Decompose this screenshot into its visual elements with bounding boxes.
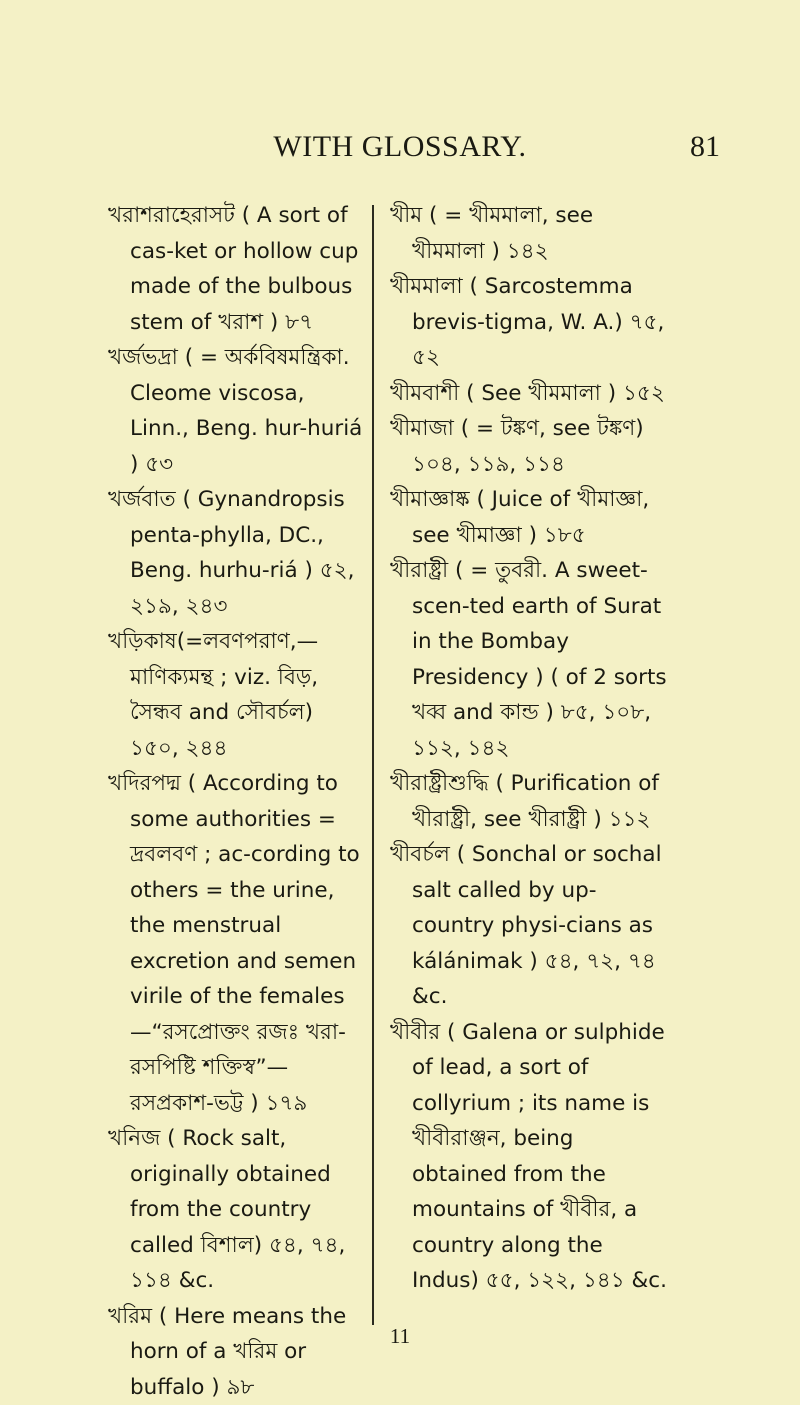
running-title: WITH GLOSSARY. — [0, 130, 800, 164]
glossary-entry: খর্জবাত ( Gynandropsis penta-phylla, DC., Beng. hurhu-riá ) ৫২, ২১৯, ২৪৩ — [108, 482, 364, 624]
glossary-entry: খরিম ( Here means the horn of a খরিম or buffalo ) ৯৮ — [108, 1299, 364, 1405]
glossary-entry: খীমাজা ( = টঙ্কণ, see টঙ্কণ) ১০৪, ১১৯, ১১৪ — [390, 411, 670, 482]
glossary-entry: খড়িকাষ(=লবণপরাণ,—মাণিক্যমন্থ ; viz. বিড়, সৈন্ধব and সৌবর্চল) ১৫০, ২৪৪ — [108, 624, 364, 766]
glossary-left-column — [108, 198, 364, 1405]
glossary-entry: খদিরপদ্ম ( According to some authorities = দ্রবলবণ ; ac-cording to others = the urine, the menstrual excretion and semen virile of the females —“রসপ্রোক্তং রজঃ খরা-রসপিষ্টি শক্তিস্ব”—রসপ্রকাশ-ভট্ট ) ১৭৯ — [108, 766, 364, 1121]
page-number: 81 — [690, 130, 720, 164]
glossary-entry: খর্জভদ্রা ( = অর্কবিষমন্ত্রিকা. Cleome viscosa, Linn., Beng. hur-huriá ) ৫৩ — [108, 340, 364, 482]
signature-mark: 11 — [0, 1324, 800, 1349]
glossary-entry: খীমবাশী ( See খীমমালা ) ১৫২ — [390, 376, 670, 412]
glossary-entry: খীমাজ্ঞাষ্ক ( Juice of খীমাজ্ঞা, see খীমাজ্ঞা ) ১৮৫ — [390, 482, 670, 553]
glossary-entry: খীরাষ্ট্রীশুদ্ধি ( Purification of খীরাষ্ট্রী, see খীরাষ্ট্রী ) ১১২ — [390, 766, 670, 837]
column-divider — [372, 205, 374, 1325]
glossary-entry: খীবর্চল ( Sonchal or sochal salt called by up-country physi-cians as kálánimak ) ৫৪, ৭২, ৭৪ &c. — [390, 837, 670, 1015]
glossary-entry: খীবীর ( Galena or sulphide of lead, a sort of collyrium ; its name is খীবীরাঞ্জন, being obtained from the mountains of খীবীর, a country along the Indus) ৫৫, ১২২, ১৪১ &c. — [390, 1015, 670, 1299]
glossary-right-column — [390, 198, 670, 1299]
glossary-entry: খনিজ ( Rock salt, originally obtained from the country called বিশাল) ৫৪, ৭৪, ১১৪ &c. — [108, 1121, 364, 1299]
glossary-entry: খরাশরাহেরাসট ( A sort of cas-ket or hollow cup made of the bulbous stem of খরাশ ) ৮৭ — [108, 198, 364, 340]
glossary-entry: খীমমালা ( Sarcostemma brevis-tigma, W. A.) ৭৫, ৫২ — [390, 269, 670, 376]
page-header — [0, 130, 800, 170]
glossary-entry: খীরাষ্ট্রী ( = তুবরী. A sweet-scen-ted earth of Surat in the Bombay Presidency ) ( of 2 sorts খব্ব and কান্ড ) ৮৫, ১০৮, ১১২, ১৪২ — [390, 553, 670, 766]
glossary-entry: খীম ( = খীমমালা, see খীমমালা ) ১৪২ — [390, 198, 670, 269]
